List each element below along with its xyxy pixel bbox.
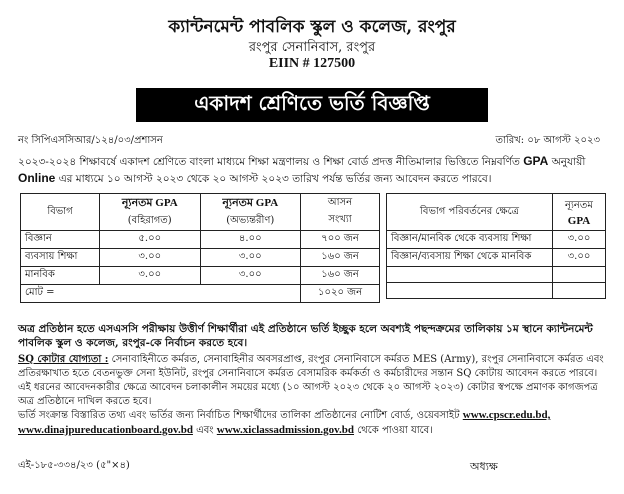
department-change-table: [386, 193, 606, 299]
notice-title-banner: [136, 88, 488, 122]
cell-seats: ৭০০ জন: [301, 231, 380, 249]
info-paragraph: [18, 408, 610, 438]
intro-online: Online: [18, 171, 56, 185]
reference-number: নং সিপিএসসিআর/১২৪/০৩/প্রশাসন: [18, 135, 163, 146]
intro-text-2: অনুযায়ী: [551, 156, 586, 168]
footer-code: এই-১৮৫-৩৩৪/২৩ (৫"×৪): [18, 460, 130, 471]
cell-empty: [387, 283, 553, 299]
header-gpa-external: [100, 194, 201, 231]
cell-empty: [553, 267, 606, 283]
table-total-row: [21, 285, 380, 303]
notice-date: তারিখ: ০৮ আগস্ট ২০২৩: [495, 135, 600, 146]
cell-gpa-internal: ৩.০০: [200, 267, 301, 285]
header-seats: [301, 194, 380, 231]
cell-gpa-external: ৫.০০: [100, 231, 201, 249]
header-gpa-internal-line1: ন্যূনতম GPA: [222, 197, 279, 209]
table-row: [387, 267, 606, 283]
cell-gpa-external: ৩.০০: [100, 267, 201, 285]
header-dept: [21, 194, 100, 231]
header-seats-line2: সংখ্যা: [328, 214, 352, 225]
total-seats: ১০২০ জন: [301, 285, 380, 303]
cell-gpa-external: ৩.০০: [100, 249, 201, 267]
total-label: মোট =: [21, 285, 301, 303]
cell-seats: ১৬০ জন: [301, 267, 380, 285]
cell-dept: মানবিক: [21, 267, 100, 285]
header-dept-label: বিভাগ: [47, 205, 73, 217]
priority-paragraph: অত্র প্রতিষ্ঠান হতে এসএসসি পরীক্ষায় উত্তীর্ণ শিক্ষার্থীরা এই প্রতিষ্ঠানে ভর্তি ইচ্ছুক হলে অবশ্যই পছন্দক্রমের তালিকায় ১ম স্থানে ক্যান্টনমেন্ট পাবলিক স্কুল ও কলেজ, রংপুর-কে নির্বাচন করতে হবে।: [18, 323, 593, 349]
cell-empty: [553, 283, 606, 299]
sq-heading: SQ কোটার যোগ্যতা :: [18, 354, 109, 365]
table-row: [387, 231, 606, 249]
header-min-gpa-line2: GPA: [567, 214, 591, 227]
table-row: [387, 283, 606, 299]
header-gpa-external-line2: (বহিরাগত): [127, 215, 172, 226]
notice-title: একাদশ শ্রেণিতে ভর্তি বিজ্ঞপ্তি: [194, 90, 430, 115]
info-text-2: এবং: [196, 425, 214, 436]
table-row: [21, 231, 380, 249]
sq-text: সেনাবাহিনীতে কর্মরত, সেনাবাহিনীর অবসরপ্রাপ্ত, রংপুর সেনানিবাসে কর্মরত MES (Army), রংপুর সেনানিবাসে কর্মরত এবং প্রতিরক্ষাখাত হতে বেতনভুক্ত সেনা ইউনিট, রংপুর সেনানিবাসে কর্মরত বেসামরিক কর্মকর্তা ও কর্মচারীদের সন্তান SQ কোটায় আবেদন করতে পারবে। এই ধরনের আবেদনকারীর ক্ষেত্রে আবেদন চলাকালীন সময়ের মধ্যে (১০ আগস্ট ২০২৩ থেকে ২০ আগস্ট ২০২৩) কোটার স্বপক্ষে প্রমাণক কাগজপত্র অত্র প্রতিষ্ঠানে দাখিল করতে হবে।: [18, 354, 604, 407]
signature-title: অধ্যক্ষ: [470, 460, 498, 473]
website-link[interactable]: www.cpscr.edu.bd,: [462, 409, 551, 421]
eiin-number: EIIN # 127500: [268, 56, 356, 71]
intro-paragraph: [18, 153, 608, 187]
cell-change: বিজ্ঞান/মানবিক থেকে ব্যবসায় শিক্ষা: [387, 231, 553, 249]
education-board-link[interactable]: www.dinajpureducationboard.gov.bd: [18, 424, 193, 436]
header-change: বিভাগ পরিবর্তনের ক্ষেত্রে: [387, 194, 553, 231]
table-row: [21, 267, 380, 285]
table-header-row: [21, 194, 380, 231]
header-min-gpa: [553, 194, 606, 231]
cell-seats: ১৬০ জন: [301, 249, 380, 267]
intro-gpa: GPA: [523, 154, 549, 168]
cell-gpa: ৩.০০: [553, 231, 606, 249]
table-row: [387, 249, 606, 267]
header-gpa-internal-line2: (অভ্যন্তরীণ): [226, 215, 275, 226]
table-row: [21, 249, 380, 267]
sq-quota-paragraph: [18, 353, 610, 409]
admission-site-link[interactable]: www.xiclassadmission.gov.bd: [216, 424, 355, 436]
cell-gpa: ৩.০০: [553, 249, 606, 267]
cell-dept: বিজ্ঞান: [21, 231, 100, 249]
cell-change: বিজ্ঞান/ব্যবসায় শিক্ষা থেকে মানবিক: [387, 249, 553, 267]
cell-empty: [387, 267, 553, 283]
institution-address: রংপুর সেনানিবাস, রংপুর: [248, 40, 376, 55]
intro-text-3: এর মাধ্যমে ১০ আগস্ট ২০২৩ থেকে ২০ আগস্ট ২০২৩ তারিখ পর্যন্ত ভর্তির জন্য আবেদন করতে পারবে।: [58, 173, 492, 185]
header-gpa-internal: [200, 194, 301, 231]
cell-dept: ব্যবসায় শিক্ষা: [21, 249, 100, 267]
header-gpa-external-line1: ন্যূনতম GPA: [121, 197, 178, 209]
cell-gpa-internal: ৩.০০: [200, 249, 301, 267]
cell-gpa-internal: ৪.০০: [200, 231, 301, 249]
info-text-1: ভর্তি সংক্রান্ত বিস্তারিত তথ্য এবং ভর্তির জন্য নির্বাচিত শিক্ষার্থীদের তালিকা প্রতিষ্ঠানের নোটিশ বোর্ড, ওয়েবসাইট: [18, 410, 460, 421]
header-seats-line1: আসন: [327, 197, 353, 208]
institution-name: ক্যান্টনমেন্ট পাবলিক স্কুল ও কলেজ, রংপুর: [168, 17, 456, 37]
table-header-row: [387, 194, 606, 231]
seats-gpa-table: [20, 193, 380, 303]
header-min-gpa-line1: ন্যূনতম: [565, 199, 593, 211]
info-text-3: থেকে পাওয়া যাবে।: [357, 425, 433, 436]
intro-text-1: ২০২৩-২০২৪ শিক্ষাবর্ষে একাদশ শ্রেণিতে বাংলা মাধ্যমে শিক্ষা মন্ত্রণালয় ও শিক্ষা বোর্ড প্রদত্ত নীতিমালার ভিত্তিতে নিম্নবর্ণিত: [18, 156, 520, 168]
